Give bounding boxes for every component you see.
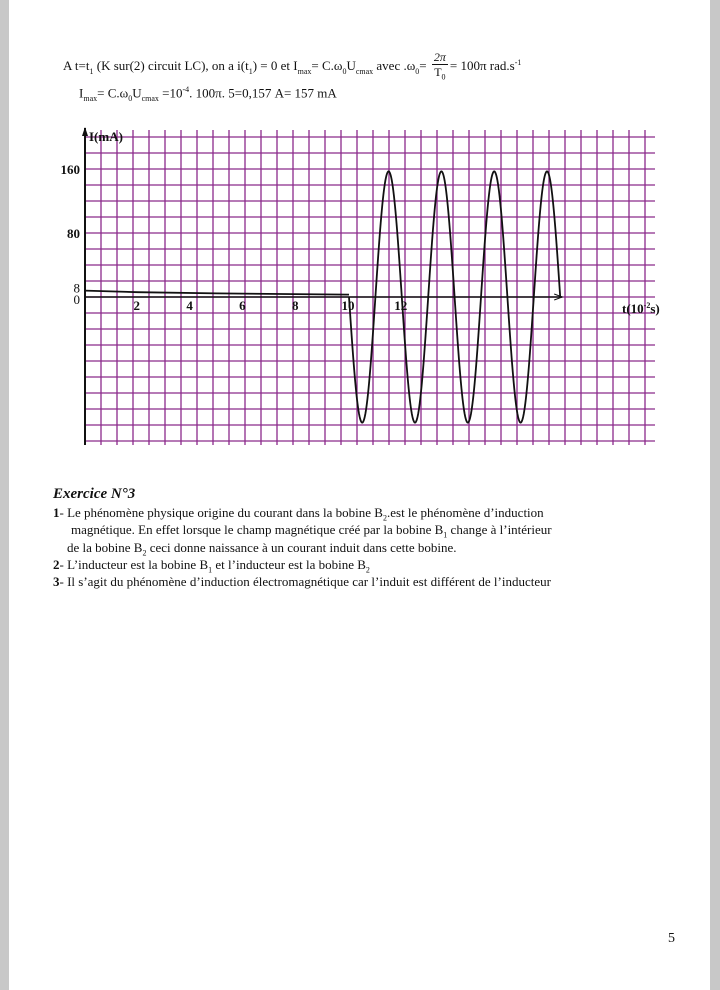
y-tick-labels xyxy=(61,162,81,307)
exercise-item-3 xyxy=(53,574,551,590)
text: 1 xyxy=(89,66,94,76)
text: =10 xyxy=(158,85,183,101)
text: s) xyxy=(650,301,660,316)
text: - Il s’agit du phénomène d’induction électromagnétique car l’induit est différent de l’inducteur xyxy=(59,574,551,589)
x-tick-label: 6 xyxy=(239,298,246,313)
y-tick-label: 160 xyxy=(60,162,80,177)
x-tick-label: 2 xyxy=(133,298,141,313)
text: t(10 xyxy=(622,301,644,316)
text: U xyxy=(132,85,142,101)
text: 0 xyxy=(441,72,446,82)
text: max xyxy=(297,66,312,76)
text: change à l’intérieur xyxy=(447,522,552,537)
text: de la bobine B xyxy=(67,540,143,555)
text: 2 xyxy=(142,548,147,558)
fraction-numerator: 2π xyxy=(433,50,446,64)
item-number: 3 xyxy=(53,574,60,589)
exercise-title: Exercice N°3 xyxy=(53,486,136,502)
text: et l’inducteur est la bobine B xyxy=(212,557,366,572)
text: cmax xyxy=(355,66,374,76)
text: avec .ω xyxy=(373,58,416,74)
text: = C.ω xyxy=(311,58,343,74)
text: 0 xyxy=(128,93,133,103)
exercise-item-2 xyxy=(53,557,370,575)
text: -4 xyxy=(182,85,190,94)
y-tick-label: 8 xyxy=(73,280,80,296)
text: 1 xyxy=(248,66,253,76)
chart-axes xyxy=(82,127,562,445)
text: -2 xyxy=(643,301,651,310)
text: 0 xyxy=(342,66,347,76)
text: - L’inducteur est la bobine B xyxy=(59,557,209,572)
text: 2 xyxy=(382,513,387,523)
text: max xyxy=(83,93,98,103)
text: .est le phénomène d’induction xyxy=(386,505,544,520)
x-axis-label xyxy=(622,301,660,316)
x-tick-labels xyxy=(134,298,408,313)
exercise-item-1-line-1 xyxy=(53,505,544,523)
text: I xyxy=(79,85,84,101)
item-number: 1 xyxy=(53,505,60,520)
item-number: 2 xyxy=(53,557,60,572)
text: 2 xyxy=(365,565,370,575)
x-tick-label: 8 xyxy=(291,298,299,313)
y-tick-label: 80 xyxy=(67,226,80,241)
exercise-item-1-line-3 xyxy=(67,540,457,558)
page-number: 5 xyxy=(668,931,675,946)
text: = 100π rad.s xyxy=(449,58,515,74)
y-axis-arrow xyxy=(82,127,88,136)
text: U xyxy=(346,58,356,74)
text: magnétique. En effet lorsque le champ magnétique créé par la bobine B xyxy=(71,522,444,537)
y-axis-label: I(mA) xyxy=(89,129,123,144)
x-tick-label: 4 xyxy=(186,298,193,313)
text: cmax xyxy=(141,93,159,103)
y-tick-label: 0 xyxy=(73,292,80,307)
text: . 100π. 5=0,157 A= 157 mA xyxy=(189,85,337,101)
text: = C.ω xyxy=(97,85,129,101)
exercise-item-1-line-2 xyxy=(71,522,552,540)
text: ) = 0 et I xyxy=(252,58,298,74)
text: 1 xyxy=(208,565,213,575)
current-vs-time-chart xyxy=(0,0,720,460)
chart-grid xyxy=(85,130,655,445)
text: A t=t xyxy=(63,58,90,74)
text: - Le phénomène physique origine du courant dans la bobine B xyxy=(59,505,383,520)
text: -1 xyxy=(514,57,522,67)
x-tick-label: 10 xyxy=(341,298,355,313)
text: (K sur(2) circuit LC), on a i(t xyxy=(93,58,249,74)
text: 0 xyxy=(415,66,420,76)
text: = xyxy=(419,58,427,74)
x-tick-label: 12 xyxy=(394,298,408,313)
text: T xyxy=(434,65,442,79)
text: 1 xyxy=(443,530,448,540)
text: ceci donne naissance à un courant induit dans cette bobine. xyxy=(146,540,457,555)
